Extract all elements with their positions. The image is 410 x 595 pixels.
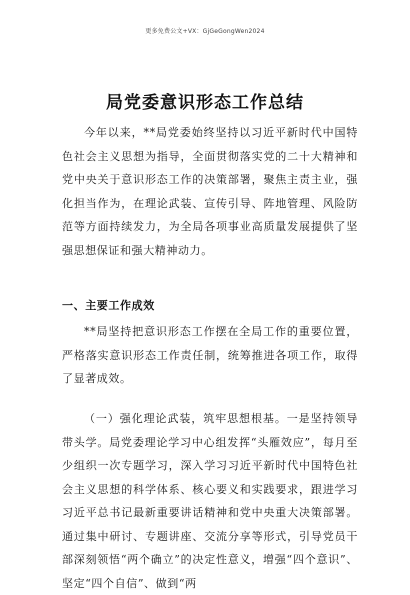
intro-paragraph: 今年以来，**局党委始终坚持以习近平新时代中国特色社会主义思想为指导，全面贯彻落实党的二十大精神和党中央关于意识形态工作的决策部署，聚焦主责主业，强化担当作为，在理论武装、宣传引导、阵地管理、风险防范等方面持续发力，为全局各项事业高质量发展提供了坚强思想保证和强大精神动力。 (62, 126, 358, 257)
section-heading: 一、主要工作成效 (62, 299, 155, 312)
header-note: 更多免费公文+VX：GjGeGongWen2024 (145, 28, 265, 35)
subsection-paragraph: （一）强化理论武装，筑牢思想根基。一是坚持领导带头学。局党委理论学习中心组发挥“头雁效应”，每月至少组织一次专题学习，深入学习习近平新时代中国特色社会主义思想的科学体系、核心要义和实践要求，跟进学习习近平总书记最新重要讲话精神和党中央重大决策部署。通过集中研讨、专题讲座、交流分享等形式，引导党员干部深刻领悟“两个确立”的决定性意义，增强“四个意识”、坚定“四个自信”、做到“两 (62, 412, 358, 590)
document-title: 局党委意识形态工作总结 (106, 93, 304, 113)
section-paragraph: **局坚持把意识形态工作摆在全局工作的重要位置，严格落实意识形态工作责任制，统筹推进各项工作，取得了显著成效。 (62, 325, 358, 385)
